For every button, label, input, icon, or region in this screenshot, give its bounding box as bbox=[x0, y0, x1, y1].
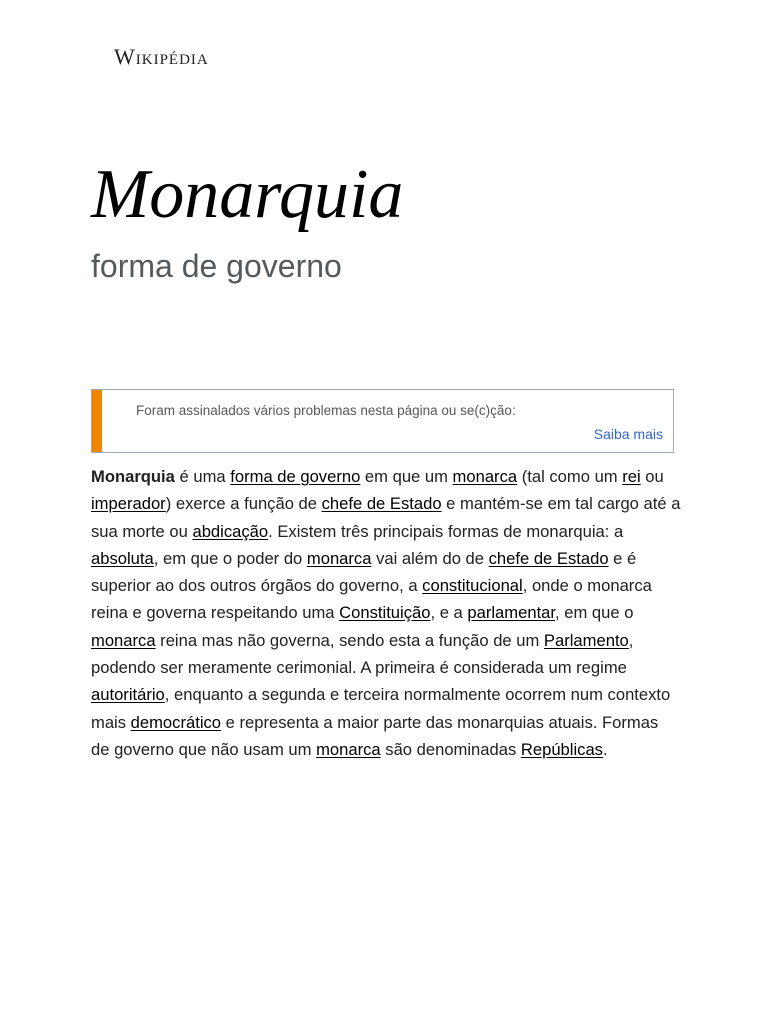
text: vai além do de bbox=[371, 548, 489, 568]
learn-more-link[interactable]: Saiba mais bbox=[593, 426, 663, 442]
link-monarca[interactable]: monarca bbox=[452, 467, 518, 486]
link-rei[interactable]: rei bbox=[622, 467, 641, 486]
link-autoritario[interactable]: autoritário bbox=[91, 685, 165, 705]
text: , e a bbox=[430, 603, 468, 623]
text: , enquanto a segunda e terceira normalmente ocorrem num contexto mais bbox=[91, 685, 671, 732]
text: são denominadas bbox=[380, 739, 521, 759]
text: ) exerce a função de bbox=[165, 494, 322, 514]
link-monarca[interactable]: monarca bbox=[91, 630, 156, 650]
link-democratico[interactable]: democrático bbox=[130, 712, 222, 732]
bold-term: Monarquia bbox=[91, 467, 175, 486]
link-chefe-de-estado[interactable]: chefe de Estado bbox=[488, 548, 609, 568]
notice-severity-bar bbox=[92, 390, 102, 452]
text: , em que o bbox=[555, 603, 634, 623]
notice-text: Foram assinalados vários problemas nesta página ou se(c)ção: bbox=[136, 403, 516, 418]
link-parlamentar[interactable]: parlamentar bbox=[467, 603, 556, 623]
link-chefe-de-estado[interactable]: chefe de Estado bbox=[321, 494, 442, 514]
link-forma-de-governo[interactable]: forma de governo bbox=[230, 467, 361, 486]
link-monarca[interactable]: monarca bbox=[306, 548, 372, 568]
text: e é superior ao dos outros órgãos do governo, a bbox=[91, 548, 637, 596]
page-subtitle: forma de governo bbox=[91, 248, 342, 284]
text: , onde o monarca reina e governa respeitando uma bbox=[91, 576, 652, 623]
text: é uma bbox=[174, 467, 231, 486]
text: ou bbox=[640, 467, 664, 486]
link-constituicao[interactable]: Constituição bbox=[339, 603, 431, 623]
text: e representa a maior parte das monarquias atuais. Formas de governo que não usam um bbox=[91, 712, 659, 759]
link-imperador[interactable]: imperador bbox=[91, 494, 166, 514]
link-constitucional[interactable]: constitucional bbox=[422, 576, 523, 596]
text: , podendo ser meramente cerimonial. A primeira é considerada um regime bbox=[91, 630, 634, 678]
text: (tal como um bbox=[517, 467, 623, 486]
wikipedia-logo[interactable]: Wikipédia bbox=[114, 44, 209, 69]
text: em que um bbox=[360, 467, 453, 486]
text: , em que o poder do bbox=[153, 548, 307, 568]
link-abdicacao[interactable]: abdicação bbox=[192, 521, 269, 541]
text: e mantém-se em tal cargo até a sua morte ou bbox=[91, 494, 681, 541]
link-absoluta[interactable]: absoluta bbox=[91, 548, 154, 568]
issues-notice-box bbox=[91, 389, 674, 453]
text: . bbox=[602, 739, 608, 759]
text: . Existem três principais formas de monarquia: a bbox=[268, 521, 624, 541]
link-monarca[interactable]: monarca bbox=[316, 739, 381, 759]
page-title: Monarquia bbox=[91, 156, 404, 233]
text: reina mas não governa, sendo esta a função de um bbox=[155, 630, 544, 650]
link-republicas[interactable]: Repúblicas bbox=[520, 739, 603, 759]
article-intro-paragraph bbox=[91, 463, 681, 763]
link-parlamento[interactable]: Parlamento bbox=[543, 630, 629, 650]
